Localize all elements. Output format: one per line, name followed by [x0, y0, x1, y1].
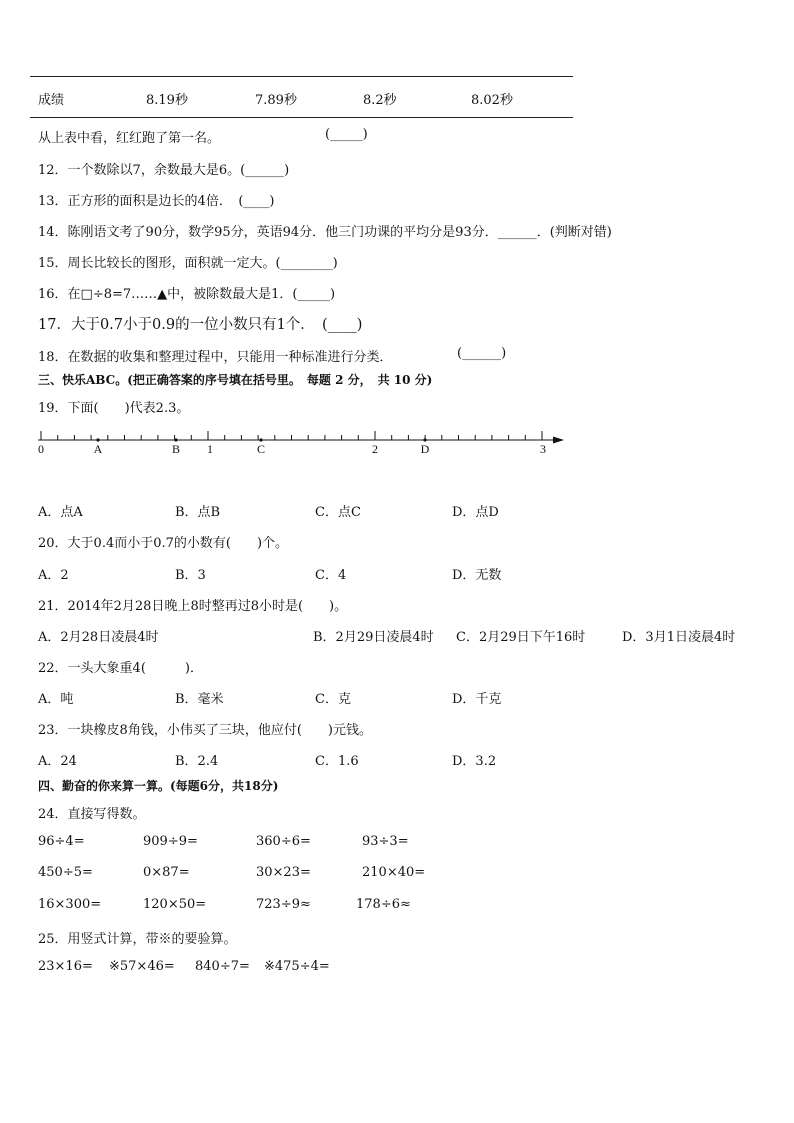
column-calc-item: ※57×46= [109, 959, 175, 974]
q21-option-b[interactable]: B．2月29日凌晨4时 [313, 630, 434, 645]
calc-item: 0×87= [143, 865, 190, 880]
question-18: 18．在数据的收集和整理过程中，只能用一种标准进行分类． [38, 350, 393, 365]
q23-option-a[interactable]: A．24 [38, 754, 77, 769]
question-23: 23．一块橡皮8角钱，小伟买了三块，他应付( )元钱。 [38, 723, 372, 738]
score-value: 8.02秒 [471, 93, 513, 108]
question-19: 19．下面( )代表2.3。 [38, 401, 190, 416]
question-22: 22．一头大象重4( )． [38, 661, 203, 676]
calc-item: 210×40= [362, 865, 426, 880]
q21-option-a[interactable]: A．2月28日凌晨4时 [38, 630, 159, 645]
point-label-a: A [93, 442, 103, 456]
column-calc-item: 840÷7= [195, 959, 250, 974]
question-17: 17．大于0.7小于0.9的一位小数只有1个． (____) [38, 317, 363, 333]
calc-item: 93÷3= [362, 834, 409, 849]
number-line [30, 428, 570, 458]
section-4-heading: 四、勤奋的你来算一算。(每题6分，共18分) [38, 779, 279, 793]
calc-item: 120×50= [143, 897, 207, 912]
column-calc-item: 23×16= [38, 959, 93, 974]
q23-option-d[interactable]: D．3.2 [452, 754, 497, 769]
section-3-heading: 三、快乐ABC。(把正确答案的序号填在括号里。 每题 2 分， 共 10 分) [38, 373, 433, 387]
q23-option-c[interactable]: C．1.6 [315, 754, 359, 769]
question-25: 25．用竖式计算，带※的要验算。 [38, 932, 237, 947]
answer-blank[interactable]: (______) [457, 346, 507, 361]
table-top-rule [30, 76, 573, 77]
tick-label-1: 1 [207, 442, 213, 456]
q19-option-b[interactable]: B．点B [175, 505, 221, 520]
point-c [259, 438, 262, 441]
q19-option-c[interactable]: C．点C [315, 505, 361, 520]
tick-label-3: 3 [540, 442, 546, 456]
q20-option-d[interactable]: D．无数 [452, 568, 502, 583]
calc-item: 723÷9≈ [256, 897, 311, 912]
question-12: 12．一个数除以7，余数最大是6。(______) [38, 163, 290, 178]
table-bottom-rule [30, 117, 573, 118]
question-24: 24．直接写得数。 [38, 807, 146, 822]
q20-option-a[interactable]: A．2 [38, 568, 69, 583]
question-20: 20．大于0.4而小于0.7的小数有( )个。 [38, 536, 289, 551]
column-calc-item: ※475÷4= [264, 959, 330, 974]
q21-option-d[interactable]: D．3月1日凌晨4时 [622, 630, 736, 645]
calc-item: 450÷5= [38, 865, 93, 880]
calc-item: 30×23= [256, 865, 311, 880]
q22-option-d[interactable]: D．千克 [452, 692, 502, 707]
calc-item: 16×300= [38, 897, 102, 912]
calc-item: 360÷6= [256, 834, 311, 849]
calc-item: 178÷6≈ [356, 897, 411, 912]
question-21: 21．2014年2月28日晚上8时整再过8小时是( )。 [38, 599, 348, 614]
question-16: 16．在□÷8=7……▲中，被除数最大是1．(_____) [38, 287, 336, 302]
q19-option-a[interactable]: A．点A [38, 505, 83, 520]
number-line-axis [38, 437, 564, 444]
number-line-ticks [41, 431, 542, 440]
point-label-b: B [171, 442, 181, 456]
q20-option-b[interactable]: B．3 [175, 568, 206, 583]
q22-option-b[interactable]: B．毫米 [175, 692, 224, 707]
answer-blank[interactable]: (_____) [325, 127, 368, 142]
point-label-c: C [256, 442, 266, 456]
question-14: 14．陈刚语文考了90分，数学95分，英语94分．他三门功课的平均分是93分．______．(判断对错) [38, 225, 612, 240]
score-value: 8.19秒 [146, 93, 188, 108]
score-value: 7.89秒 [255, 93, 297, 108]
q19-option-d[interactable]: D．点D [452, 505, 499, 520]
point-a [96, 438, 99, 441]
question-13: 13．正方形的面积是边长的4倍． (____) [38, 194, 275, 209]
q21-option-c[interactable]: C．2月29日下午16时 [456, 630, 586, 645]
q20-option-c[interactable]: C．4 [315, 568, 347, 583]
score-value: 8.2秒 [363, 93, 397, 108]
calc-item: 909÷9= [143, 834, 198, 849]
tick-label-0: 0 [38, 442, 44, 456]
q22-option-a[interactable]: A．吨 [38, 692, 74, 707]
question-11: 从上表中看，红红跑了第一名。 [38, 131, 221, 146]
point-b [174, 438, 177, 441]
point-label-d: D [420, 442, 430, 456]
question-15: 15．周长比较长的图形，面积就一定大。(________) [38, 256, 338, 271]
q23-option-b[interactable]: B．2.4 [175, 754, 219, 769]
tick-label-2: 2 [372, 442, 378, 456]
point-d [423, 438, 426, 441]
q22-option-c[interactable]: C．克 [315, 692, 351, 707]
calc-item: 96÷4= [38, 834, 85, 849]
score-row-label: 成绩 [38, 93, 65, 108]
